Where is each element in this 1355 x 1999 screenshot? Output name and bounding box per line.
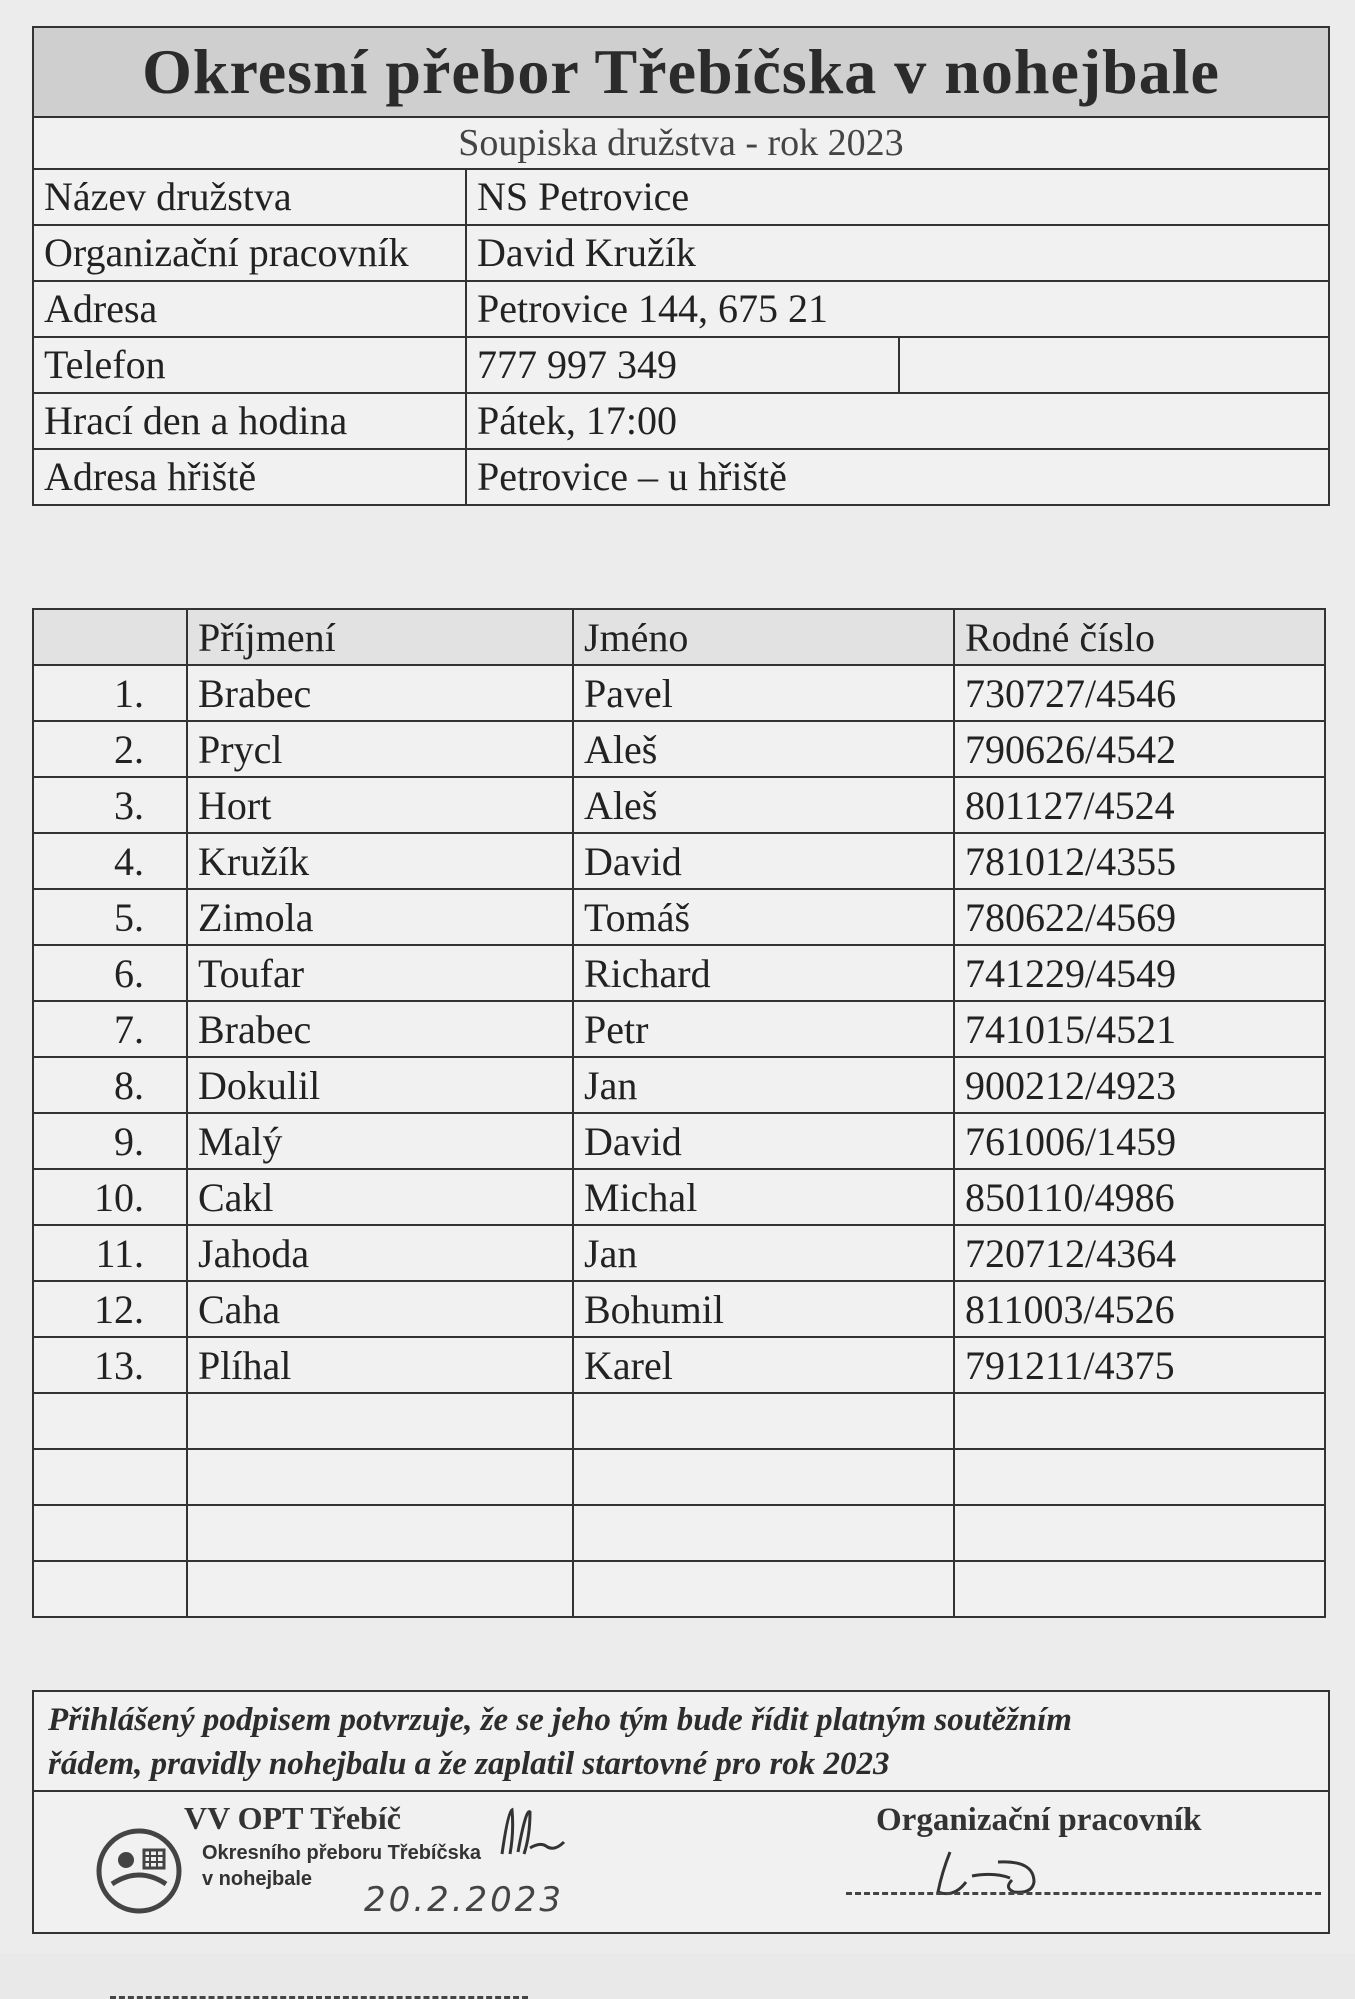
table-row [33,833,1325,889]
table-row [33,1113,1325,1169]
info-value: Petrovice 144, 675 21 [477,286,829,331]
player-name: Jan [573,1057,954,1113]
info-value: 777 997 349 [467,338,900,392]
player-surname: Prycl [187,721,573,777]
info-label: Hrací den a hodina [34,394,467,448]
player-surname: Caha [187,1281,573,1337]
row-number: 1. [33,665,187,721]
declaration-text [34,1692,1328,1792]
player-birth-number: 790626/4542 [954,721,1325,777]
player-name: Jan [573,1225,954,1281]
info-row-team [34,170,1328,226]
organizer-signer-label: Organizační pracovník [876,1802,1202,1838]
info-label: Adresa [34,282,467,336]
table-row [33,889,1325,945]
player-name: David [573,833,954,889]
row-number: 2. [33,721,187,777]
player-birth-number: 900212/4923 [954,1057,1325,1113]
table-row [33,1337,1325,1393]
row-number: 11. [33,1225,187,1281]
row-number: 13. [33,1337,187,1393]
player-name: Richard [573,945,954,1001]
player-name: Petr [573,1001,954,1057]
column-header-name: Jméno [573,609,954,665]
column-header-birth-number: Rodné číslo [954,609,1325,665]
player-name: Aleš [573,721,954,777]
player-surname: Zimola [187,889,573,945]
table-row-empty [33,1561,1325,1617]
table-row [33,721,1325,777]
page-title: Okresní přebor Třebíčska v nohejbale [34,28,1328,118]
player-birth-number: 741229/4549 [954,945,1325,1001]
info-row-playday [34,394,1328,450]
info-label: Adresa hřiště [34,450,467,504]
player-name: Pavel [573,665,954,721]
row-number: 5. [33,889,187,945]
signature-line [846,1892,1321,1895]
stamp-text-line: v nohejbale [202,1868,313,1890]
player-birth-number: 741015/4521 [954,1001,1325,1057]
player-surname: Plíhal [187,1337,573,1393]
row-number: 3. [33,777,187,833]
player-birth-number: 791211/4375 [954,1337,1325,1393]
players-table [32,608,1326,1618]
info-label: Organizační pracovník [34,226,467,280]
player-birth-number: 720712/4364 [954,1225,1325,1281]
page-subtitle: Soupiska družstva - rok 2023 [34,118,1328,170]
player-surname: Cakl [187,1169,573,1225]
player-name: Michal [573,1169,954,1225]
player-birth-number: 801127/4524 [954,777,1325,833]
row-number: 8. [33,1057,187,1113]
signature-date: 20.2.2023 [364,1880,565,1920]
table-row [33,1169,1325,1225]
player-name: Karel [573,1337,954,1393]
player-birth-number: 781012/4355 [954,833,1325,889]
info-value: Pátek, 17:00 [477,398,677,443]
table-row-empty [33,1393,1325,1449]
info-label: Název družstva [34,170,467,224]
column-header-surname: Příjmení [187,609,573,665]
info-value: Petrovice – u hřiště [477,454,787,499]
player-surname: Brabec [187,1001,573,1057]
committee-signer-label: VV OPT Třebíč [184,1800,401,1836]
table-row [33,1225,1325,1281]
player-name: Bohumil [573,1281,954,1337]
player-birth-number: 811003/4526 [954,1281,1325,1337]
team-info-table [32,26,1330,506]
table-row [33,1001,1325,1057]
row-number: 12. [33,1281,187,1337]
info-value: David Kružík [477,230,696,275]
player-surname: Dokulil [187,1057,573,1113]
player-birth-number: 730727/4546 [954,665,1325,721]
column-header-number [33,609,187,665]
table-row-empty [33,1505,1325,1561]
info-row-address [34,282,1328,338]
table-row [33,1281,1325,1337]
stamp-logo-icon [94,1826,184,1916]
row-number: 10. [33,1169,187,1225]
declaration-box [32,1690,1330,1934]
table-row [33,1057,1325,1113]
player-name: Tomáš [573,889,954,945]
player-surname: Malý [187,1113,573,1169]
declaration-line: Přihlášený podpisem potvrzuje, že se jeho tým bude řídit platným soutěžním [48,1702,1072,1738]
player-surname: Kružík [187,833,573,889]
committee-signature-icon [494,1802,574,1862]
declaration-line: řádem, pravidly nohejbalu a že zaplatil startovné pro rok 2023 [48,1746,890,1782]
info-value: NS Petrovice [477,174,690,219]
table-row [33,777,1325,833]
info-row-phone [34,338,1328,394]
info-label: Telefon [34,338,467,392]
row-number: 6. [33,945,187,1001]
table-row [33,945,1325,1001]
player-surname: Toufar [187,945,573,1001]
row-number: 9. [33,1113,187,1169]
committee-signature-area [94,1796,794,1926]
stamp-text-line: Okresního přeboru Třebíčska [202,1842,481,1864]
player-birth-number: 761006/1459 [954,1113,1325,1169]
table-header-row [33,609,1325,665]
player-birth-number: 780622/4569 [954,889,1325,945]
player-birth-number: 850110/4986 [954,1169,1325,1225]
info-row-organizer [34,226,1328,282]
player-name: Aleš [573,777,954,833]
player-name: David [573,1113,954,1169]
row-number: 4. [33,833,187,889]
player-surname: Brabec [187,665,573,721]
info-row-court [34,450,1328,504]
player-surname: Hort [187,777,573,833]
info-empty-cell [900,338,1328,392]
row-number: 7. [33,1001,187,1057]
table-row [33,665,1325,721]
table-row-empty [33,1449,1325,1505]
player-surname: Jahoda [187,1225,573,1281]
